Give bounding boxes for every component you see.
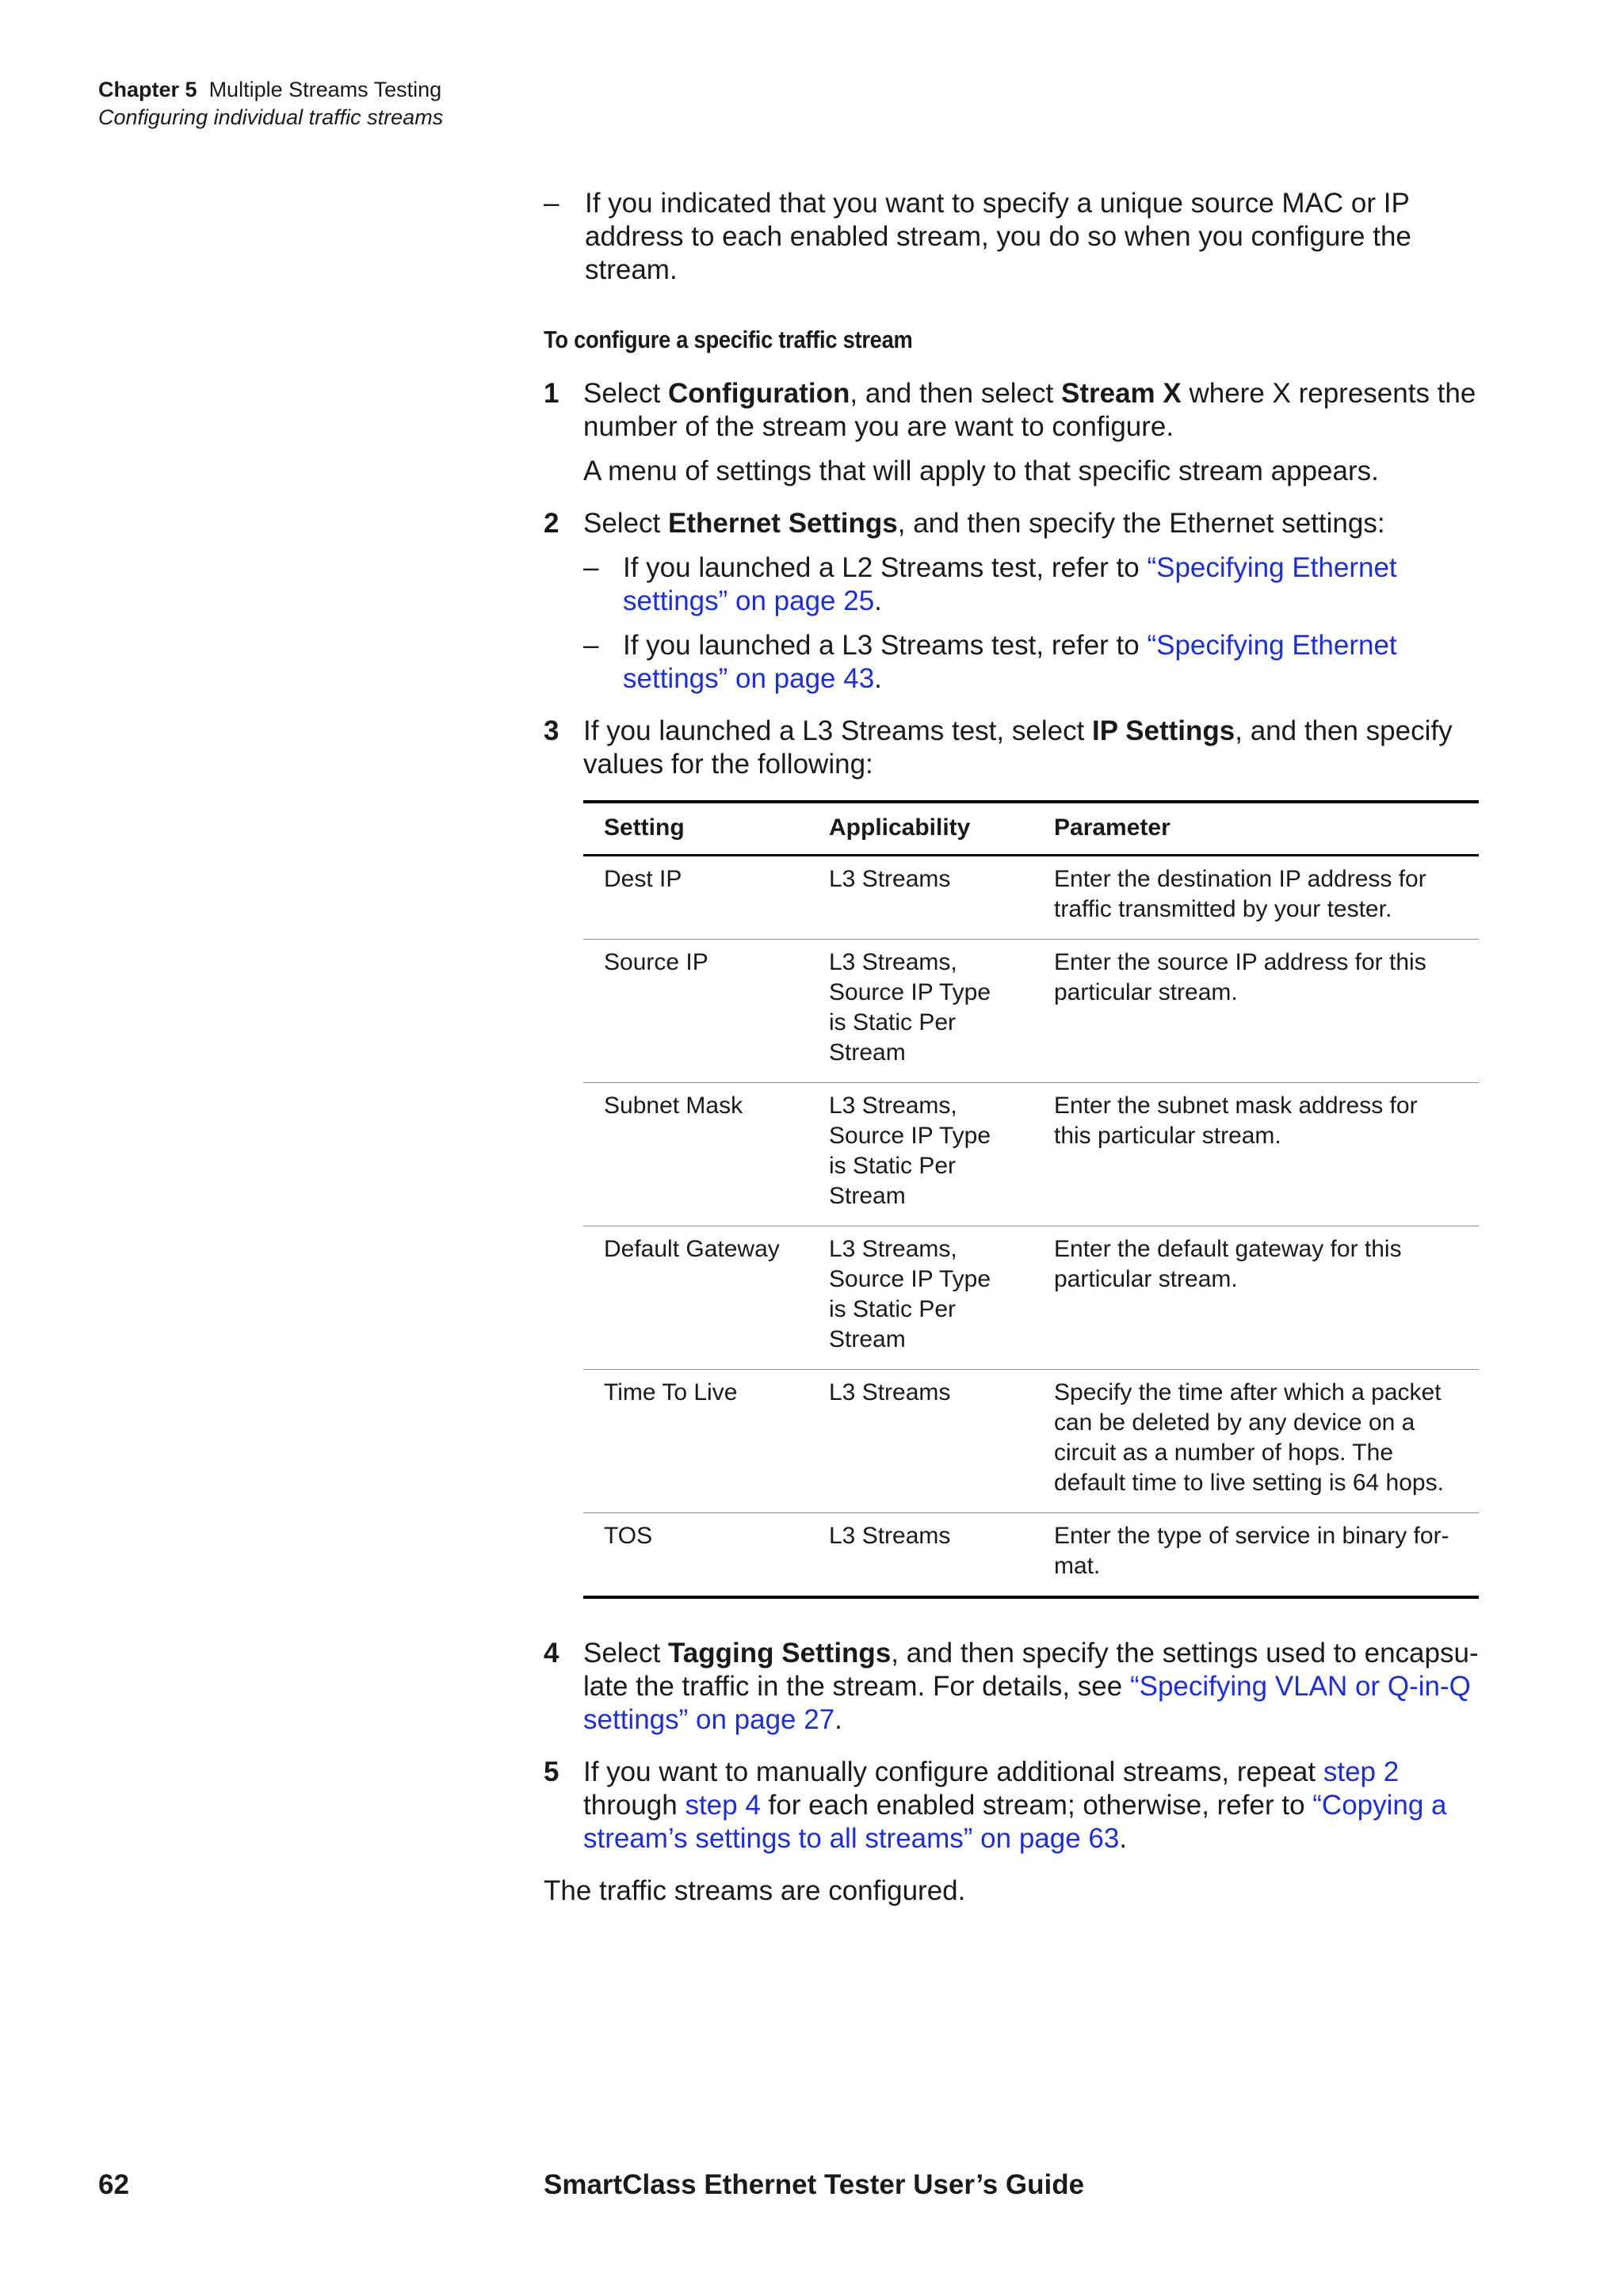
intro-bullet: – If you indicated that you want to specify a unique source MAC or IP address to each enabled stream, you do so when you configure the stream. (544, 188, 1411, 285)
chapter-label: Chapter 5 (98, 78, 197, 101)
step-number: 5 (544, 1756, 559, 1787)
intro-bullet-text: If you indicated that you want to specify a unique source MAC or IP address to each enabled stream, you do so when you configure the stream. (585, 188, 1411, 285)
column-header: Parameter (1033, 802, 1479, 856)
table-header-row (583, 802, 1479, 856)
step-2-sub-2: – If you launched a L3 Streams test, refer to “Specifying Ethernet settings” on page 43. (583, 630, 1397, 694)
step-number: 4 (544, 1638, 559, 1669)
link-vlan-qinq-settings[interactable]: “Specifying VLAN or Q-in-Q settings” on page 27 (583, 1671, 1471, 1735)
page-body (544, 187, 1487, 1908)
table-row: Source IP L3 Streams, Source IP Type is Static Per Stream Enter the source IP address for this particular stream. (583, 940, 1479, 1083)
step-3: 3 If you launched a L3 Streams test, select IP Settings, and then specify values for the following: (544, 715, 1453, 780)
link-step-4[interactable]: step 4 (685, 1790, 761, 1821)
closing-text: The traffic streams are configured. (544, 1875, 966, 1906)
step-1-note: A menu of settings that will apply to that specific stream appears. (583, 456, 1379, 486)
page-number: 62 (98, 2169, 129, 2200)
step-5: 5 If you want to manually configure additional streams, repeat step 2 through step 4 for each enabled stream; otherwise, refer to “Copying a stream’s settings to all streams” on page 63. (544, 1756, 1447, 1854)
table-row: Time To Live L3 Streams Specify the time after which a packet can be deleted by any device on a circuit as a number of hops. The default time to live setting is 64 hops. (583, 1370, 1479, 1513)
table-row: Subnet Mask L3 Streams, Source IP Type is Static Per Stream Enter the subnet mask address for this particular stream. (583, 1083, 1479, 1226)
link-copying-stream-settings[interactable]: “Copying a stream’s settings to all streams” on page 63 (583, 1790, 1447, 1854)
column-header: Setting (583, 802, 808, 856)
column-header: Applicability (808, 802, 1033, 856)
step-number: 1 (544, 378, 559, 409)
step-number: 2 (544, 508, 559, 539)
guide-title: SmartClass Ethernet Tester User’s Guide (544, 2169, 1085, 2200)
running-header (98, 76, 443, 132)
section-title: Configuring individual traffic streams (98, 105, 444, 129)
ip-settings-table (583, 800, 1479, 1599)
link-step-2[interactable]: step 2 (1323, 1756, 1400, 1787)
table-row: Dest IP L3 Streams Enter the destination IP address for traffic transmitted by your tester. (583, 856, 1479, 940)
step-2-sub-1: – If you launched a L2 Streams test, refer to “Specifying Ethernet settings” on page 25. (583, 552, 1397, 616)
link-ethernet-settings-p43[interactable]: “Specifying Ethernet settings” on page 43 (623, 630, 1397, 694)
table-row: Default Gateway L3 Streams, Source IP Type is Static Per Stream Enter the default gateway for this particular stream. (583, 1226, 1479, 1370)
chapter-title: Multiple Streams Testing (208, 78, 442, 101)
step-1: 1 Select Configuration, and then select Stream X where X represents the number of the stream you are want to configure. A menu of settings that will apply to that specific stream appears. (544, 377, 1487, 488)
step-2: 2 Select Ethernet Settings, and then specify the Ethernet settings: – If you launched a L2 Streams test, refer to “Specifying Ethernet settings” on page 25. – If you launched a L3 Streams test, refer to “Specifying Ethernet settings” on page 43. (544, 507, 1487, 696)
link-ethernet-settings-p25[interactable]: “Specifying Ethernet settings” on page 25 (623, 552, 1397, 616)
chapter-line (98, 76, 443, 104)
step-number: 3 (544, 715, 559, 746)
table-row: TOS L3 Streams Enter the type of service in binary format. (583, 1513, 1479, 1598)
procedure-heading: To configure a specific traffic stream (544, 326, 913, 353)
step-4: 4 Select Tagging Settings, and then specify the settings used to encapsulate the traffic in the stream. For details, see “Specifying VLAN or Q-in-Q settings” on page 27. (544, 1638, 1479, 1735)
